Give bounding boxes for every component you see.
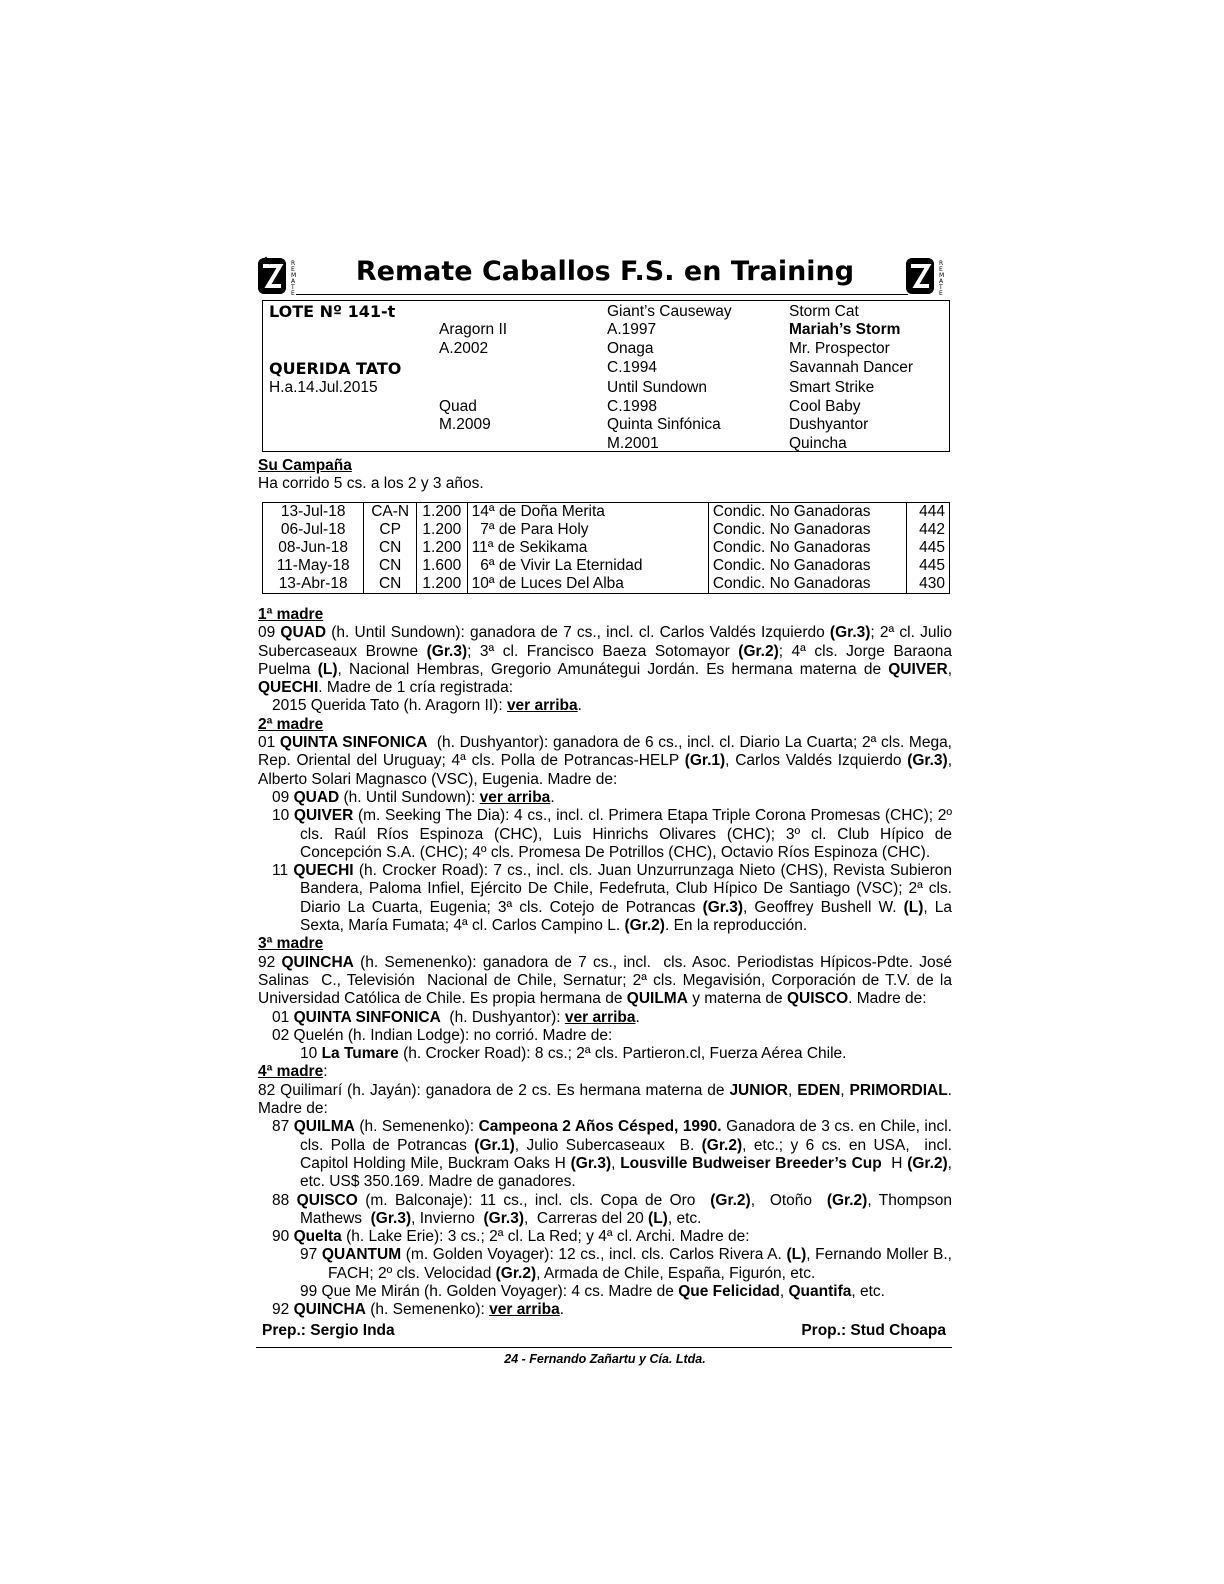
- owner: Prop.: Stud Choapa: [801, 1322, 946, 1339]
- pedigree-cell: C.1994: [607, 359, 657, 376]
- pedigree-box: [262, 300, 950, 452]
- race-weight: 445: [907, 557, 950, 575]
- campaign-heading: Su Campaña: [258, 457, 352, 474]
- table-row: [263, 539, 950, 557]
- paragraph: 09 QUAD (h. Until Sundown): ver arriba.: [272, 788, 555, 806]
- pedigree-cell: Mr. Prospector: [789, 340, 890, 357]
- race-result: 7ª de Para Holy: [467, 521, 708, 539]
- paragraph: 10 QUIVER (m. Seeking The Dia): 4 cs., incl. cl. Primera Etapa Triple Corona Promesas (CHC); 2º cls. Raúl Ríos Espinoza (CHC), Luis Hinrichs Olivares (CHC); 3º cl. Club Hípico de Concepción S.A. (CHC); 4º cls. Promesa De Potrillos (CHC), Octavio Ríos Espinoza (CHC).: [272, 807, 952, 861]
- race-distance: 1.200: [417, 575, 468, 594]
- second-dam-heading: 2ª madre: [258, 715, 324, 733]
- race-date: 06-Jul-18: [263, 521, 364, 539]
- race-date: 08-Jun-18: [263, 539, 364, 557]
- paragraph: 92 QUINCHA (h. Semenenko): ganadora de 7 cs., incl. cls. Asoc. Periodistas Hípicos-Pdte. José Salinas C., Televisión Nacional de Chile, Sernatur; 2ª cls. Megavisión, Corporación de T.V. de la Universidad Católica de Chile. Es propia hermana de QUILMA y materna de QUISCO. Madre de:: [258, 953, 952, 1008]
- race-distance: 1.200: [417, 539, 468, 557]
- race-distance: 1.200: [417, 503, 468, 522]
- svg-text:M: M: [939, 272, 945, 279]
- pedigree-cell: Cool Baby: [789, 398, 861, 415]
- race-track: CN: [364, 539, 417, 557]
- ver-arriba-link[interactable]: ver arriba: [489, 1301, 560, 1319]
- title-divider: [296, 294, 908, 295]
- paragraph: 87 QUILMA (h. Semenenko): Campeona 2 Años Césped, 1990. Ganadora de 3 cs. en Chile, incl. cls. Polla de Potrancas (Gr.1), Julio Subercaseaux B. (Gr.2), etc.; y 6 cs. en USA, incl. Capitol Holding Mile, Buckram Oaks H (Gr.3), Lousville Budweiser Breeder’s Cup H (Gr.2), etc. US$ 350.169. Madre de ganadores.: [272, 1118, 952, 1191]
- ver-arriba-link[interactable]: ver arriba: [506, 697, 578, 715]
- third-dam-heading: 3ª madre: [258, 935, 324, 953]
- race-distance: 1.200: [417, 521, 468, 539]
- pedigree-cell: M.2001: [607, 435, 659, 452]
- paragraph: 90 Quelta (h. Lake Erie): 3 cs.; 2ª cl. La Red; y 4ª cl. Archi. Madre de:: [272, 1228, 750, 1246]
- horse-info: H.a.14.Jul.2015: [269, 379, 378, 396]
- pedigree-cell: Smart Strike: [789, 379, 875, 396]
- sire-info: A.2002: [439, 340, 489, 357]
- race-result: 10ª de Luces Del Alba: [467, 575, 708, 594]
- race-weight: 430: [907, 575, 950, 594]
- dam-name: Quad: [439, 398, 477, 415]
- race-condition: Condic. No Ganadoras: [708, 521, 907, 539]
- paragraph: 92 QUINCHA (h. Semenenko): ver arriba.: [272, 1301, 565, 1319]
- paragraph: 01 QUINTA SINFONICA (h. Dushyantor): ganadora de 6 cs., incl. cl. Diario La Cuarta; 2ª cls. Mega, Rep. Oriental del Uruguay; 4ª cls. Polla de Potrancas-HELP (Gr.1), Carlos Valdés Izquierdo (Gr.3), Alberto Solari Magnasco (VSC), Eugenia. Madre de:: [258, 734, 953, 788]
- race-date: 13-Jul-18: [263, 503, 364, 522]
- page-title: Remate Caballos F.S. en Training: [355, 256, 855, 287]
- page-footer: 24 - Fernando Zañartu y Cía. Ltda.: [504, 1352, 706, 1366]
- pedigree-cell: Quincha: [789, 435, 847, 452]
- pedigree-cell: Onaga: [607, 340, 654, 357]
- campaign-summary: Ha corrido 5 cs. a los 2 y 3 años.: [258, 475, 484, 492]
- pedigree-cell: Dushyantor: [789, 416, 869, 433]
- races-table: [262, 502, 950, 594]
- svg-text:A: A: [939, 278, 944, 285]
- pedigree-cell: Until Sundown: [607, 379, 707, 396]
- race-result: 6ª de Vivir La Eternidad: [467, 557, 708, 575]
- paragraph: 10 La Tumare (h. Crocker Road): 8 cs.; 2ª cls. Partieron.cl, Fuerza Aérea Chile.: [300, 1045, 847, 1063]
- pedigree-cell: A.1997: [607, 321, 657, 338]
- paragraph: 82 Quilimarí (h. Jayán): ganadora de 2 cs. Es hermana materna de JUNIOR, EDEN, PRIMORDIAL. Madre de:: [258, 1081, 952, 1118]
- ver-arriba-link[interactable]: ver arriba: [564, 1008, 636, 1026]
- svg-text:T: T: [939, 284, 943, 291]
- paragraph: 2015 Querida Tato (h. Aragorn II): ver arriba.: [272, 697, 582, 715]
- paragraph: 11 QUECHI (h. Crocker Road): 7 cs., incl. cls. Juan Unzurrunzaga Nieto (CHS), Revista Subieron Bandera, Paloma Infiel, Ejército De Chile, Fedefruta, Club Hípico De Santiago (VSC); 2ª cls. Diario La Cuarta, Eugenia; 3ª cls. Cotejo de Potrancas (Gr.3), Geoffrey Bushell W. (L), La Sexta, María Fumata; 4ª cl. Carlos Campino L. (Gr.2). En la reproducción.: [272, 862, 953, 935]
- race-track: CA-N: [364, 503, 417, 522]
- table-row: [263, 575, 950, 594]
- pedigree-cell: Mariah’s Storm: [789, 321, 901, 338]
- race-weight: 442: [907, 521, 950, 539]
- svg-text:T: T: [291, 284, 295, 291]
- family-section: 1ª madre 09 QUAD (h. Until Sundown): ganadora de 7 cs., incl. cl. Carlos Valdés Izquierdo (Gr.3); 2ª cl. Julio Subercaseaux Browne (Gr.3); 3ª cl. Francisco Baeza Sotomayor (Gr.2); 4ª cls. Jorge Baraona Puelma (L), Nacional Hembras, Gregorio Amunátegui Jordán. Es hermana materna de QUIVER, QUECHI. Madre de 1 cría registrada: 2015 Querida Tato (h. Aragorn II): ver arriba. 2ª madre 01 QUINTA SINFONICA (h. Dushyantor): ganadora de 6 cs., incl. cl. Diario La Cuarta; 2ª cls. Mega, Rep. Oriental del Uruguay; 4ª cls. Polla de Potrancas-HELP (Gr.1), Carlos Valdés Izquierdo (Gr.3), Alberto Solari Magnasco (VSC), Eugenia. Madre de: 09 QUAD (h. Until Sundown): ver arriba. 10 QUIVER (m. Seeking The Dia): 4 cs., incl. cl. Primera Etapa Triple Corona Promesas (CHC); 2º cls. Raúl Ríos Espinoza (CHC), Luis Hinrichs Olivares (CHC); 3º cl. Club Hípico de Concepción S.A. (CHC); 4º cls. Promesa De Potrillos (CHC), Octavio Ríos Espinoza (CHC). 11 QUECHI (h. Crocker Road): 7 cs., incl. cls. Juan Unzurrunzaga Nieto (CHS), Revista Subieron Bandera, Paloma Infiel, Ejército De Chile, Fedefruta, Club Hípico De Santiago (VSC); 2ª cls. Diario La Cuarta, Eugenia; 3ª cls. Cotejo de Potrancas (Gr.3), Geoffrey Bushell W. (L), La Sexta, María Fumata; 4ª cl. Carlos Campino L. (Gr.2). En la reproducción. 3ª madre 92 QUINCHA (h. Semenenko): ganadora de 7 cs., incl. cls. Asoc. Periodistas Hípicos-Pdte. José Salinas C., Televisión Nacional de Chile, Sernatur; 2ª cls. Megavisión, Corporación de T.V. de la Universidad Católica de Chile. Es propia hermana de QUILMA y materna de QUISCO. Madre de: 01 QUINTA SINFONICA (h. Dushyantor): ver arriba. 02 Quelén (h. Indian Lodge): no corrió. Madre de: 10 La Tumare (h. Crocker Road): 8 cs.; 2ª cls. Partieron.cl, Fuerza Aérea Chile. 4ª madre: 82 Quilimarí (h. Jayán): ganadora de 2 cs. Es hermana materna de JUNIOR, EDEN, PRIMORDIAL. Madre de: 87 QUILMA (h. Semenenko): Campeona 2 Años Césped, 1990. Ganadora de 3 cs. en Chile, incl. cls. Polla de Potrancas (Gr.1), Julio Subercaseaux B. (Gr.2), etc.; y 6 cs. en USA, incl. Capitol Holding Mile, Buckram Oaks H (Gr.3), Lousville Budweiser Breeder’s Cup H (Gr.2), etc. US$ 350.169. Madre de ganadores. 88 QUISCO (m. Balconaje): 11 cs., incl. cls. Copa de Oro (Gr.2), Otoño (Gr.2), Thompson Mathews (Gr.3), Invierno (Gr.3), Carreras del 20 (L), etc. 90 Quelta (h. Lake Erie): 3 cs.; 2ª cl. La Red; y 4ª cl. Archi. Madre de: 97 QUANTUM (m. Golden Voyager): 12 cs., incl. cls. Carlos Rivera A. (L), Fernando Moller B., FACH; 2º cls. Velocidad (Gr.2), Armada de Chile, España, Figurón, etc. 99 Que Me Mirán (h. Golden Voyager): 4 cs. Madre de Que Felicidad, Quantifa, etc. 92 QUINCHA (h. Semenenko): ver arriba.: [258, 606, 953, 1319]
- table-row: [263, 521, 950, 539]
- race-track: CP: [364, 521, 417, 539]
- race-weight: 444: [907, 503, 950, 522]
- pedigree-cell: C.1998: [607, 398, 657, 415]
- table-row: [263, 557, 950, 575]
- svg-text:E: E: [291, 290, 295, 297]
- sire-name: Aragorn II: [439, 321, 508, 338]
- svg-text:R: R: [291, 260, 296, 267]
- pedigree-cell: Quinta Sinfónica: [607, 416, 721, 433]
- horse-name: QUERIDA TATO: [269, 359, 402, 378]
- lot-label: LOTE Nº 141-t: [269, 302, 396, 321]
- race-condition: Condic. No Ganadoras: [708, 575, 907, 594]
- race-condition: Condic. No Ganadoras: [708, 503, 907, 522]
- race-condition: Condic. No Ganadoras: [708, 539, 907, 557]
- svg-text:M: M: [291, 272, 297, 279]
- pedigree-cell: Storm Cat: [789, 303, 859, 320]
- race-result: 11ª de Sekikama: [467, 539, 708, 557]
- race-condition: Condic. No Ganadoras: [708, 557, 907, 575]
- paragraph: 88 QUISCO (m. Balconaje): 11 cs., incl. cls. Copa de Oro (Gr.2), Otoño (Gr.2), Thompson Mathews (Gr.3), Invierno (Gr.3), Carreras del 20 (L), etc.: [272, 1191, 952, 1227]
- pedigree-cell: Savannah Dancer: [789, 359, 914, 376]
- svg-text:R: R: [939, 260, 944, 267]
- paragraph: 97 QUANTUM (m. Golden Voyager): 12 cs., incl. cls. Carlos Rivera A. (L), Fernando Moller B., FACH; 2º cls. Velocidad (Gr.2), Armada de Chile, España, Figurón, etc.: [300, 1246, 952, 1282]
- svg-text:E: E: [291, 266, 295, 273]
- svg-text:E: E: [939, 266, 943, 273]
- race-date: 13-Abr-18: [263, 575, 364, 594]
- preparer: Prep.: Sergio Inda: [262, 1322, 395, 1339]
- race-track: CN: [364, 557, 417, 575]
- footer-divider: [256, 1347, 952, 1348]
- svg-text:A: A: [291, 278, 296, 285]
- paragraph: 01 QUINTA SINFONICA (h. Dushyantor): ver arriba.: [272, 1008, 640, 1026]
- paragraph: 09 QUAD (h. Until Sundown): ganadora de 7 cs., incl. cl. Carlos Valdés Izquierdo (Gr.3); 2ª cl. Julio Subercaseaux Browne (Gr.3); 3ª cl. Francisco Baeza Sotomayor (Gr.2); 4ª cls. Jorge Baraona Puelma (L), Nacional Hembras, Gregorio Amunátegui Jordán. Es hermana materna de QUIVER, QUECHI. Madre de 1 cría registrada:: [258, 624, 952, 697]
- paragraph: 02 Quelén (h. Indian Lodge): no corrió. Madre de:: [272, 1026, 613, 1044]
- svg-text:E: E: [939, 290, 943, 297]
- first-dam-heading: 1ª madre: [258, 606, 324, 623]
- pedigree-cell: Giant’s Causeway: [607, 303, 732, 320]
- race-track: CN: [364, 575, 417, 594]
- race-weight: 445: [907, 539, 950, 557]
- dam-info: M.2009: [439, 416, 491, 433]
- fourth-dam-heading: 4ª madre: [258, 1063, 324, 1081]
- race-distance: 1.600: [417, 557, 468, 575]
- race-date: 11-May-18: [263, 557, 364, 575]
- table-row: [263, 503, 950, 522]
- race-result: 14ª de Doña Merita: [467, 503, 708, 522]
- paragraph: 99 Que Me Mirán (h. Golden Voyager): 4 cs. Madre de Que Felicidad, Quantifa, etc.: [300, 1282, 885, 1300]
- ver-arriba-link[interactable]: ver arriba: [479, 788, 551, 806]
